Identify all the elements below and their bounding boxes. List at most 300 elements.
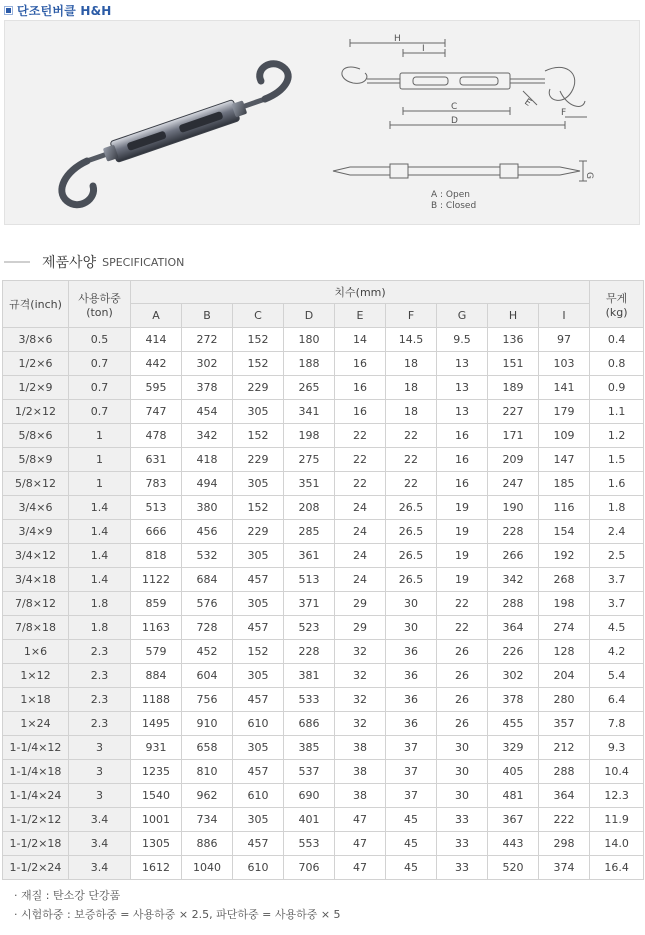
cell-dim: 380 <box>182 496 233 520</box>
cell-dim: 30 <box>437 736 488 760</box>
cell-dim: 45 <box>386 808 437 832</box>
cell-dim: 22 <box>335 448 386 472</box>
cell-load: 3.4 <box>69 808 131 832</box>
cell-dim: 1495 <box>131 712 182 736</box>
header-dim-c: C <box>233 304 284 328</box>
cell-dim: 302 <box>182 352 233 376</box>
header-weight: 무게 (kg) <box>590 281 644 328</box>
cell-dim: 414 <box>131 328 182 352</box>
cell-weight: 4.2 <box>590 640 644 664</box>
cell-dim: 457 <box>233 616 284 640</box>
cell-dim: 305 <box>233 736 284 760</box>
dim-label-e: E <box>522 97 533 109</box>
cell-size: 1-1/2×24 <box>3 856 69 880</box>
cell-dim: 520 <box>488 856 539 880</box>
cell-dim: 208 <box>284 496 335 520</box>
cell-dim: 931 <box>131 736 182 760</box>
cell-dim: 18 <box>386 376 437 400</box>
cell-load: 2.3 <box>69 640 131 664</box>
cell-dim: 818 <box>131 544 182 568</box>
header-dim-a: A <box>131 304 182 328</box>
cell-dim: 229 <box>233 448 284 472</box>
cell-dim: 361 <box>284 544 335 568</box>
cell-dim: 374 <box>539 856 590 880</box>
spec-heading-ko: 제품사양 <box>42 255 97 271</box>
cell-dim: 33 <box>437 832 488 856</box>
cell-dim: 604 <box>182 664 233 688</box>
dimension-labels <box>394 34 594 179</box>
cell-dim: 455 <box>488 712 539 736</box>
cell-dim: 45 <box>386 832 437 856</box>
cell-dim: 209 <box>488 448 539 472</box>
cell-load: 1.4 <box>69 568 131 592</box>
header-size: 규격(inch) <box>3 281 69 328</box>
cell-dim: 19 <box>437 568 488 592</box>
cell-dim: 305 <box>233 664 284 688</box>
cell-dim: 19 <box>437 520 488 544</box>
cell-dim: 198 <box>539 592 590 616</box>
cell-dim: 37 <box>386 760 437 784</box>
table-row <box>3 472 644 496</box>
cell-dim: 783 <box>131 472 182 496</box>
cell-dim: 185 <box>539 472 590 496</box>
table-row <box>3 856 644 880</box>
cell-dim: 19 <box>437 544 488 568</box>
cell-load: 1 <box>69 424 131 448</box>
cell-dim: 180 <box>284 328 335 352</box>
notes <box>14 886 341 924</box>
turnbuckle-photo <box>62 64 288 205</box>
cell-dim: 22 <box>386 448 437 472</box>
cell-dim: 36 <box>386 688 437 712</box>
cell-dim: 275 <box>284 448 335 472</box>
cell-dim: 16 <box>437 472 488 496</box>
dim-label-c: C <box>451 102 458 112</box>
cell-dim: 190 <box>488 496 539 520</box>
cell-dim: 22 <box>386 424 437 448</box>
cell-dim: 513 <box>131 496 182 520</box>
cell-load: 3 <box>69 760 131 784</box>
cell-dim: 351 <box>284 472 335 496</box>
cell-dim: 116 <box>539 496 590 520</box>
cell-weight: 11.9 <box>590 808 644 832</box>
cell-dim: 227 <box>488 400 539 424</box>
cell-dim: 38 <box>335 736 386 760</box>
dim-label-h: H <box>394 34 401 44</box>
cell-dim: 13 <box>437 352 488 376</box>
cell-dim: 16 <box>335 400 386 424</box>
cell-dim: 32 <box>335 640 386 664</box>
cell-dim: 268 <box>539 568 590 592</box>
cell-dim: 457 <box>233 688 284 712</box>
cell-dim: 228 <box>284 640 335 664</box>
cell-dim: 26 <box>437 664 488 688</box>
cell-dim: 342 <box>488 568 539 592</box>
cell-dim: 1235 <box>131 760 182 784</box>
cell-dim: 684 <box>182 568 233 592</box>
cell-dim: 385 <box>284 736 335 760</box>
cell-dim: 32 <box>335 712 386 736</box>
cell-dim: 405 <box>488 760 539 784</box>
cell-dim: 26 <box>437 712 488 736</box>
cell-dim: 686 <box>284 712 335 736</box>
cell-dim: 141 <box>539 376 590 400</box>
cell-dim: 212 <box>539 736 590 760</box>
cell-dim: 305 <box>233 808 284 832</box>
cell-dim: 26.5 <box>386 496 437 520</box>
cell-dim: 523 <box>284 616 335 640</box>
cell-dim: 1305 <box>131 832 182 856</box>
cell-dim: 189 <box>488 376 539 400</box>
cell-dim: 103 <box>539 352 590 376</box>
heading-divider <box>4 261 30 263</box>
cell-dim: 16 <box>437 448 488 472</box>
cell-dim: 454 <box>182 400 233 424</box>
cell-dim: 38 <box>335 784 386 808</box>
cell-size: 1×24 <box>3 712 69 736</box>
header-dim-f: F <box>386 304 437 328</box>
cell-dim: 1540 <box>131 784 182 808</box>
cell-dim: 442 <box>131 352 182 376</box>
cell-load: 0.5 <box>69 328 131 352</box>
cell-weight: 2.4 <box>590 520 644 544</box>
cell-dim: 1612 <box>131 856 182 880</box>
figure-legend <box>431 190 476 211</box>
cell-dim: 13 <box>437 376 488 400</box>
dim-label-g: G <box>584 172 594 179</box>
cell-dim: 109 <box>539 424 590 448</box>
cell-dim: 36 <box>386 664 437 688</box>
spec-table-body <box>3 328 644 880</box>
cell-dim: 610 <box>233 856 284 880</box>
cell-dim: 456 <box>182 520 233 544</box>
cell-dim: 610 <box>233 712 284 736</box>
cell-size: 3/4×9 <box>3 520 69 544</box>
cell-size: 3/4×12 <box>3 544 69 568</box>
table-row <box>3 496 644 520</box>
cell-weight: 3.7 <box>590 592 644 616</box>
legend-open: A : Open <box>431 190 470 200</box>
cell-dim: 154 <box>539 520 590 544</box>
cell-dim: 19 <box>437 496 488 520</box>
cell-dim: 26 <box>437 688 488 712</box>
cell-weight: 1.6 <box>590 472 644 496</box>
dim-label-f: F <box>561 108 567 118</box>
spec-table <box>2 280 644 880</box>
cell-size: 1/2×9 <box>3 376 69 400</box>
cell-dim: 690 <box>284 784 335 808</box>
cell-dim: 886 <box>182 832 233 856</box>
table-row <box>3 688 644 712</box>
table-row <box>3 832 644 856</box>
page-title: 단조턴버클 H&H <box>17 3 112 18</box>
cell-dim: 378 <box>182 376 233 400</box>
table-row <box>3 712 644 736</box>
cell-load: 3.4 <box>69 832 131 856</box>
table-row <box>3 808 644 832</box>
header-dim-h: H <box>488 304 539 328</box>
cell-weight: 0.4 <box>590 328 644 352</box>
cell-weight: 4.5 <box>590 616 644 640</box>
cell-dim: 364 <box>539 784 590 808</box>
cell-dim: 274 <box>539 616 590 640</box>
cell-dim: 226 <box>488 640 539 664</box>
cell-weight: 0.9 <box>590 376 644 400</box>
cell-dim: 198 <box>284 424 335 448</box>
cell-load: 2.3 <box>69 688 131 712</box>
cell-dim: 152 <box>233 496 284 520</box>
cell-dim: 810 <box>182 760 233 784</box>
page-title-bar <box>6 2 112 18</box>
table-row <box>3 328 644 352</box>
cell-dim: 37 <box>386 736 437 760</box>
cell-dim: 706 <box>284 856 335 880</box>
cell-dim: 533 <box>284 688 335 712</box>
cell-dim: 962 <box>182 784 233 808</box>
cell-size: 5/8×9 <box>3 448 69 472</box>
cell-dim: 228 <box>488 520 539 544</box>
header-dim-d: D <box>284 304 335 328</box>
cell-dim: 305 <box>233 400 284 424</box>
cell-dim: 171 <box>488 424 539 448</box>
cell-dim: 443 <box>488 832 539 856</box>
cell-load: 1.4 <box>69 496 131 520</box>
cell-load: 3 <box>69 784 131 808</box>
note-material: · 재질 : 탄소강 단강품 <box>14 889 121 902</box>
cell-dim: 457 <box>233 760 284 784</box>
cell-dim: 136 <box>488 328 539 352</box>
spec-heading-en: SPECIFICATION <box>102 255 185 269</box>
cell-size: 1/2×6 <box>3 352 69 376</box>
cell-dim: 152 <box>233 640 284 664</box>
cell-weight: 1.2 <box>590 424 644 448</box>
table-row <box>3 640 644 664</box>
cell-dim: 18 <box>386 352 437 376</box>
cell-dim: 910 <box>182 712 233 736</box>
legend-closed: B : Closed <box>431 201 477 211</box>
cell-dim: 595 <box>131 376 182 400</box>
table-row <box>3 760 644 784</box>
cell-dim: 32 <box>335 688 386 712</box>
cell-load: 1.8 <box>69 616 131 640</box>
cell-dim: 452 <box>182 640 233 664</box>
cell-dim: 728 <box>182 616 233 640</box>
table-row <box>3 400 644 424</box>
cell-dim: 756 <box>182 688 233 712</box>
cell-weight: 14.0 <box>590 832 644 856</box>
cell-dim: 364 <box>488 616 539 640</box>
table-row <box>3 664 644 688</box>
cell-dim: 16 <box>335 376 386 400</box>
cell-size: 1×18 <box>3 688 69 712</box>
cell-dim: 1188 <box>131 688 182 712</box>
cell-dim: 342 <box>182 424 233 448</box>
header-dimensions: 치수(mm) <box>131 281 590 304</box>
cell-weight: 2.5 <box>590 544 644 568</box>
cell-dim: 222 <box>539 808 590 832</box>
cell-dim: 285 <box>284 520 335 544</box>
cell-dim: 192 <box>539 544 590 568</box>
cell-load: 1.4 <box>69 520 131 544</box>
cell-dim: 265 <box>284 376 335 400</box>
cell-size: 1-1/4×24 <box>3 784 69 808</box>
cell-dim: 859 <box>131 592 182 616</box>
square-bullet-icon <box>6 8 11 13</box>
cell-dim: 22 <box>335 424 386 448</box>
cell-dim: 305 <box>233 544 284 568</box>
cell-dim: 610 <box>233 784 284 808</box>
cell-dim: 478 <box>131 424 182 448</box>
cell-dim: 152 <box>233 352 284 376</box>
cell-dim: 24 <box>335 520 386 544</box>
cell-dim: 747 <box>131 400 182 424</box>
cell-dim: 24 <box>335 496 386 520</box>
cell-dim: 576 <box>182 592 233 616</box>
cell-dim: 357 <box>539 712 590 736</box>
cell-dim: 26.5 <box>386 520 437 544</box>
cell-dim: 37 <box>386 784 437 808</box>
cell-weight: 6.4 <box>590 688 644 712</box>
cell-dim: 16 <box>437 424 488 448</box>
cell-dim: 22 <box>386 472 437 496</box>
cell-dim: 494 <box>182 472 233 496</box>
cell-dim: 14 <box>335 328 386 352</box>
cell-dim: 204 <box>539 664 590 688</box>
cell-weight: 12.3 <box>590 784 644 808</box>
cell-weight: 7.8 <box>590 712 644 736</box>
cell-dim: 24 <box>335 568 386 592</box>
cell-dim: 537 <box>284 760 335 784</box>
header-dim-g: G <box>437 304 488 328</box>
cell-dim: 36 <box>386 712 437 736</box>
cell-dim: 26 <box>437 640 488 664</box>
cell-dim: 147 <box>539 448 590 472</box>
cell-dim: 128 <box>539 640 590 664</box>
cell-dim: 152 <box>233 328 284 352</box>
cell-dim: 24 <box>335 544 386 568</box>
cell-load: 1 <box>69 448 131 472</box>
cell-dim: 16 <box>335 352 386 376</box>
cell-load: 1 <box>69 472 131 496</box>
table-row <box>3 448 644 472</box>
cell-dim: 30 <box>437 760 488 784</box>
cell-weight: 1.1 <box>590 400 644 424</box>
cell-dim: 513 <box>284 568 335 592</box>
cell-dim: 22 <box>437 592 488 616</box>
cell-dim: 302 <box>488 664 539 688</box>
cell-size: 5/8×12 <box>3 472 69 496</box>
table-row <box>3 376 644 400</box>
cell-dim: 47 <box>335 808 386 832</box>
cell-dim: 631 <box>131 448 182 472</box>
cell-dim: 18 <box>386 400 437 424</box>
cell-load: 3.4 <box>69 856 131 880</box>
table-row <box>3 568 644 592</box>
cell-size: 1-1/2×18 <box>3 832 69 856</box>
cell-dim: 97 <box>539 328 590 352</box>
cell-dim: 288 <box>488 592 539 616</box>
header-dim-e: E <box>335 304 386 328</box>
cell-dim: 272 <box>182 328 233 352</box>
cell-load: 2.3 <box>69 712 131 736</box>
cell-dim: 280 <box>539 688 590 712</box>
table-row <box>3 352 644 376</box>
table-row <box>3 544 644 568</box>
cell-dim: 188 <box>284 352 335 376</box>
cell-weight: 0.8 <box>590 352 644 376</box>
cell-size: 1×6 <box>3 640 69 664</box>
cell-dim: 457 <box>233 832 284 856</box>
cell-dim: 553 <box>284 832 335 856</box>
cell-dim: 401 <box>284 808 335 832</box>
cell-size: 1-1/4×18 <box>3 760 69 784</box>
cell-size: 7/8×18 <box>3 616 69 640</box>
cell-dim: 47 <box>335 832 386 856</box>
cell-dim: 579 <box>131 640 182 664</box>
cell-size: 3/8×6 <box>3 328 69 352</box>
cell-weight: 9.3 <box>590 736 644 760</box>
cell-size: 5/8×6 <box>3 424 69 448</box>
cell-dim: 229 <box>233 376 284 400</box>
cell-dim: 26.5 <box>386 568 437 592</box>
cell-dim: 481 <box>488 784 539 808</box>
cell-dim: 371 <box>284 592 335 616</box>
cell-dim: 32 <box>335 664 386 688</box>
cell-dim: 229 <box>233 520 284 544</box>
cell-dim: 305 <box>233 592 284 616</box>
cell-size: 3/4×18 <box>3 568 69 592</box>
cell-size: 1-1/2×12 <box>3 808 69 832</box>
cell-weight: 10.4 <box>590 760 644 784</box>
header-dim-i: I <box>539 304 590 328</box>
cell-dim: 288 <box>539 760 590 784</box>
cell-dim: 884 <box>131 664 182 688</box>
cell-dim: 13 <box>437 400 488 424</box>
cell-load: 0.7 <box>69 376 131 400</box>
cell-load: 0.7 <box>69 400 131 424</box>
dimension-drawing-side <box>333 161 587 181</box>
cell-dim: 47 <box>335 856 386 880</box>
cell-dim: 1163 <box>131 616 182 640</box>
cell-dim: 33 <box>437 808 488 832</box>
cell-dim: 14.5 <box>386 328 437 352</box>
cell-dim: 367 <box>488 808 539 832</box>
cell-load: 1.4 <box>69 544 131 568</box>
cell-dim: 1001 <box>131 808 182 832</box>
header-dim-b: B <box>182 304 233 328</box>
dimension-drawing-top <box>342 39 587 129</box>
cell-weight: 16.4 <box>590 856 644 880</box>
cell-load: 2.3 <box>69 664 131 688</box>
cell-dim: 38 <box>335 760 386 784</box>
cell-dim: 298 <box>539 832 590 856</box>
table-row <box>3 592 644 616</box>
cell-dim: 30 <box>437 784 488 808</box>
cell-weight: 1.5 <box>590 448 644 472</box>
table-row <box>3 616 644 640</box>
cell-load: 3 <box>69 736 131 760</box>
cell-size: 1/2×12 <box>3 400 69 424</box>
table-row <box>3 520 644 544</box>
cell-dim: 26.5 <box>386 544 437 568</box>
cell-dim: 151 <box>488 352 539 376</box>
table-row <box>3 736 644 760</box>
cell-dim: 22 <box>437 616 488 640</box>
cell-size: 1-1/4×12 <box>3 736 69 760</box>
cell-dim: 457 <box>233 568 284 592</box>
cell-dim: 381 <box>284 664 335 688</box>
cell-dim: 29 <box>335 616 386 640</box>
